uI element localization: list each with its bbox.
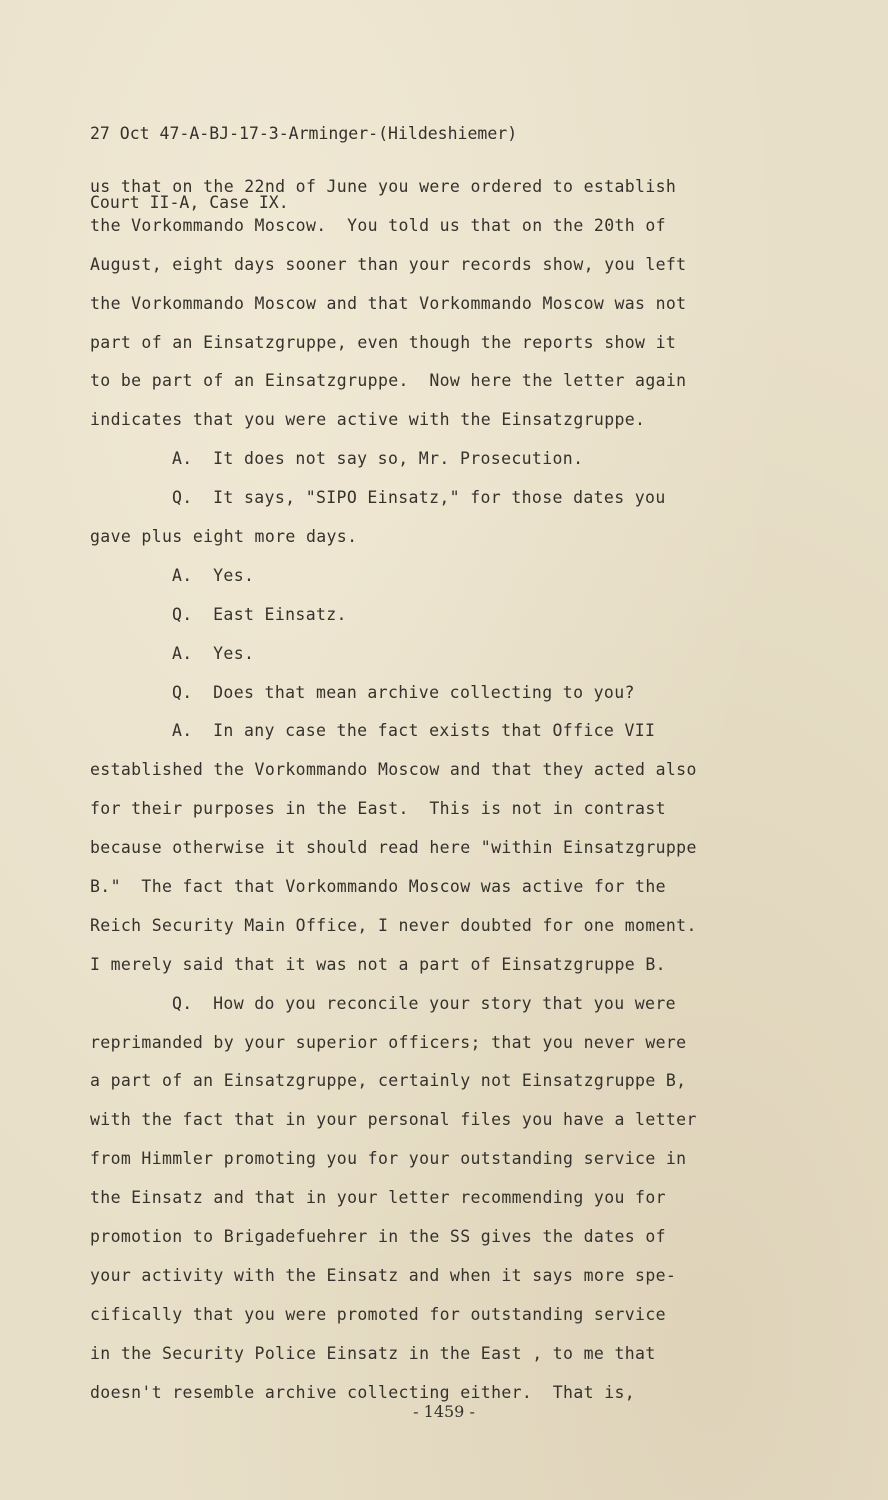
transcript-line: the Vorkommando Moscow. You told us that on the 20th of xyxy=(90,215,666,235)
page-number: - 1459 - xyxy=(413,1402,475,1421)
transcript-line: gave plus eight more days. xyxy=(90,527,358,547)
transcript-line: in the Security Police Einsatz in the East , to me that xyxy=(90,1343,656,1363)
transcript-line: because otherwise it should read here "within Einsatzgruppe xyxy=(90,838,697,858)
transcript-line: August, eight days sooner than your records show, you left xyxy=(90,254,687,274)
transcript-line: a part of an Einsatzgruppe, certainly not Einsatzgruppe B, xyxy=(90,1071,687,1091)
header-session-line: 27 Oct 47-A-BJ-17-3-Arminger-(Hildeshiemer) xyxy=(90,124,518,143)
transcript-line: Q. It says, "SIPO Einsatz," for those dates you xyxy=(172,488,666,508)
transcript-line: Reich Security Main Office, I never doubted for one moment. xyxy=(90,915,697,935)
transcript-line: us that on the 22nd of June you were ordered to establish xyxy=(90,177,677,196)
transcript-line: I merely said that it was not a part of Einsatzgruppe B. xyxy=(90,954,666,974)
transcript-line: from Himmler promoting you for your outstanding service in xyxy=(90,1149,687,1169)
transcript-line: A. It does not say so, Mr. Prosecution. xyxy=(172,449,584,469)
transcript-line: reprimanded by your superior officers; that you never were xyxy=(90,1032,687,1052)
transcript-line: Q. East Einsatz. xyxy=(172,604,347,624)
transcript-line: the Einsatz and that in your letter recommending you for xyxy=(90,1188,666,1208)
transcript-line: with the fact that in your personal files you have a letter xyxy=(90,1110,697,1130)
transcript-line: A. In any case the fact exists that Office VII xyxy=(172,721,656,741)
transcript-line: cifically that you were promoted for outstanding service xyxy=(90,1304,666,1324)
transcript-line: A. Yes. xyxy=(172,565,255,585)
transcript-line: B." The fact that Vorkommando Moscow was active for the xyxy=(90,877,666,897)
transcript-line: indicates that you were active with the Einsatzgruppe. xyxy=(90,410,646,430)
transcript-line: part of an Einsatzgruppe, even though the reports show it xyxy=(90,332,677,352)
transcript-line: the Vorkommando Moscow and that Vorkommando Moscow was not xyxy=(90,293,687,313)
transcript-line: your activity with the Einsatz and when it says more spe- xyxy=(90,1265,677,1285)
transcript-line: doesn't resemble archive collecting either. That is, xyxy=(90,1382,636,1402)
transcript-line: Q. How do you reconcile your story that you were xyxy=(172,993,676,1013)
transcript-body xyxy=(90,168,790,1413)
transcript-line: promotion to Brigadefuehrer in the SS gives the dates of xyxy=(90,1227,666,1247)
transcript-line: to be part of an Einsatzgruppe. Now here the letter again xyxy=(90,371,687,391)
transcript-line: Q. Does that mean archive collecting to you? xyxy=(172,682,635,702)
header-court-line: Court II-A, Case IX. xyxy=(90,193,289,212)
transcript-line: A. Yes. xyxy=(172,643,255,663)
transcript-line: established the Vorkommando Moscow and that they acted also xyxy=(90,760,697,780)
transcript-line: for their purposes in the East. This is not in contrast xyxy=(90,799,666,819)
